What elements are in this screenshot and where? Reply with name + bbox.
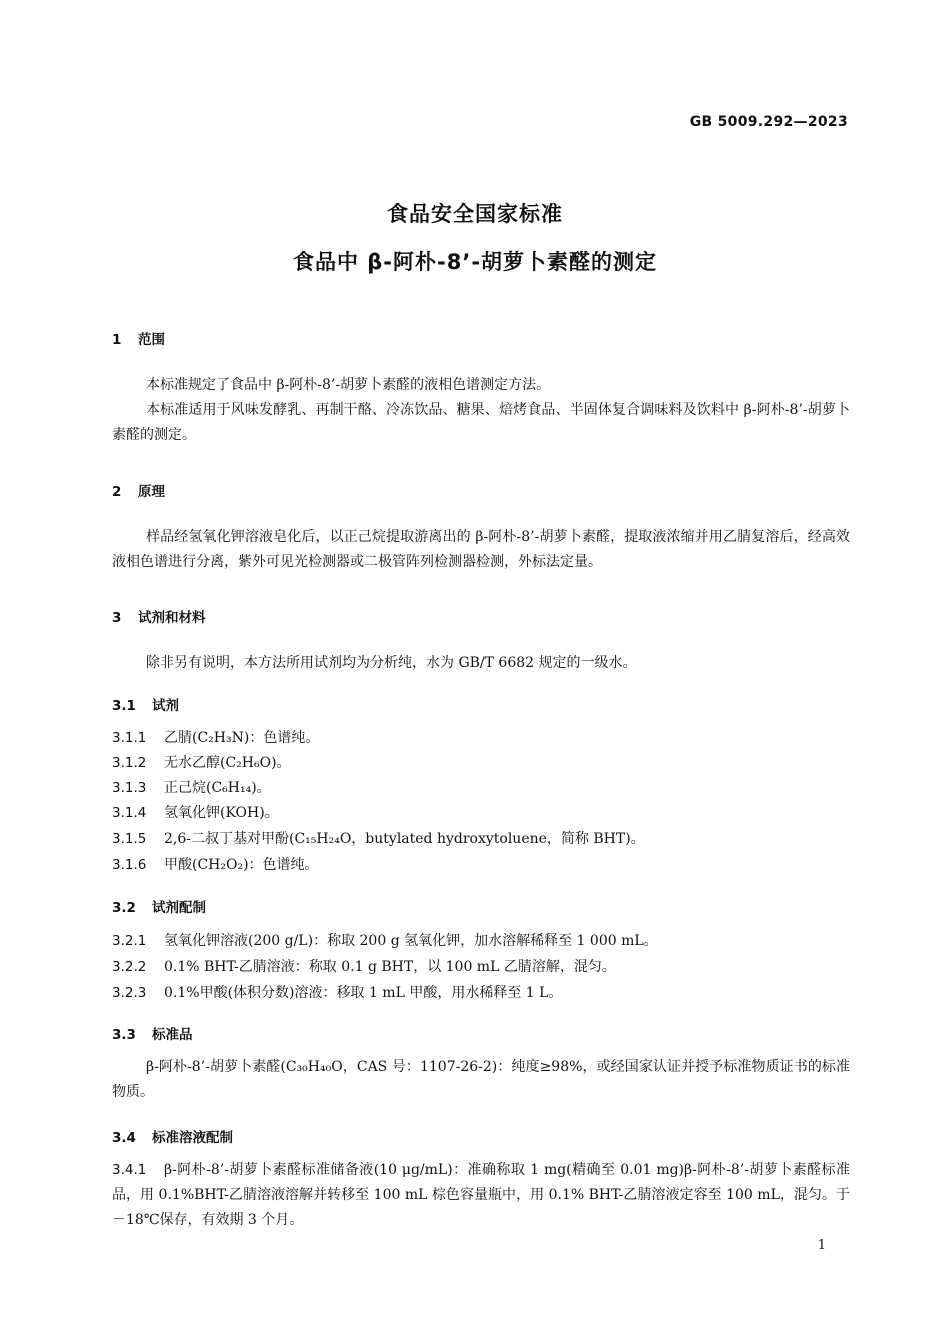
section-2-paragraph-1: 样品经氢氧化钾溶液皂化后，以正己烷提取游离出的 β-阿朴-8’-胡萝卜素醛，提取液浓缩并用乙腈复溶后，经高效液相色谱进行分离，紫外可见光检测器或二极管阵列检测器检测，外标法定量。	[112, 529, 850, 570]
item-number: 3.1.4	[112, 805, 147, 821]
list-item	[112, 801, 850, 826]
section-number: 1	[112, 332, 122, 348]
item-number: 3.2.1	[112, 933, 147, 949]
section-number: 3	[112, 610, 122, 626]
section-title: 原理	[138, 484, 165, 500]
item-text: 正己烷(C₆H₁₄)。	[164, 780, 271, 796]
item-number: 3.2.3	[112, 985, 147, 1001]
item-number: 3.1.3	[112, 780, 147, 796]
subsection-title: 试剂配制	[152, 900, 206, 916]
item-text: 无水乙醇(C₂H₆O)。	[164, 755, 291, 771]
list-item	[112, 776, 850, 801]
item-number: 3.2.2	[112, 959, 147, 975]
item-number: 3.4.1	[112, 1162, 147, 1178]
subsection-title: 标准品	[152, 1027, 193, 1043]
standard-code: GB 5009.292—2023	[689, 114, 848, 130]
item-text: 氢氧化钾溶液(200 g/L)：称取 200 g 氢氧化钾，加水溶解稀释至 1 000 mL。	[164, 933, 658, 949]
section-title: 试剂和材料	[138, 610, 206, 626]
list-item	[112, 929, 850, 954]
subsection-3-1-heading	[112, 694, 179, 714]
subsection-number: 3.3	[112, 1027, 136, 1043]
subsection-3-3-paragraph: β-阿朴-8’-胡萝卜素醛(C₃₀H₄₀O，CAS 号：1107-26-2)：纯度≥98%，或经国家认证并授予标准物质证书的标准物质。	[112, 1059, 850, 1100]
section-3-paragraph-1: 除非另有说明，本方法所用试剂均为分析纯，水为 GB/T 6682 规定的一级水。	[146, 655, 637, 671]
section-1-paragraph-2: 本标准适用于风味发酵乳、再制干酪、冷冻饮品、糖果、焙烤食品、半固体复合调味料及饮料中 β-阿朴-8’-胡萝卜素醛的测定。	[112, 402, 850, 443]
section-3-heading	[112, 606, 206, 626]
subsection-3-2-heading	[112, 896, 206, 916]
document-title-sub: 食品中 β-阿朴-8’-胡萝卜素醛的测定	[292, 250, 658, 274]
page-number: 1	[817, 1238, 826, 1253]
item-number: 3.1.1	[112, 730, 147, 746]
subsection-number: 3.4	[112, 1130, 136, 1146]
list-item	[112, 981, 850, 1006]
item-text: 2,6-二叔丁基对甲酚(C₁₅H₂₄O，butylated hydroxytoluene，简称 BHT)。	[164, 831, 645, 847]
section-1-paragraph-1: 本标准规定了食品中 β-阿朴-8’-胡萝卜素醛的液相色谱测定方法。	[146, 377, 551, 393]
subsection-title: 试剂	[152, 698, 179, 714]
section-2-heading	[112, 480, 165, 500]
item-number: 3.1.2	[112, 755, 147, 771]
document-title-main: 食品安全国家标准	[387, 202, 563, 226]
item-text: 乙腈(C₂H₃N)：色谱纯。	[164, 730, 320, 746]
list-item	[112, 1158, 850, 1233]
item-text: 0.1% BHT-乙腈溶液：称取 0.1 g BHT，以 100 mL 乙腈溶解，混匀。	[164, 959, 616, 975]
list-item	[112, 853, 850, 878]
section-number: 2	[112, 484, 122, 500]
list-item	[112, 955, 850, 980]
item-number: 3.1.6	[112, 857, 147, 873]
list-item	[112, 751, 850, 776]
item-text: 氢氧化钾(KOH)。	[164, 805, 279, 821]
subsection-3-3-heading	[112, 1023, 193, 1043]
item-text: 甲酸(CH₂O₂)：色谱纯。	[164, 857, 319, 873]
item-text: β-阿朴-8’-胡萝卜素醛标准储备液(10 μg/mL)：准确称取 1 mg(精确至 0.01 mg)β-阿朴-8’-胡萝卜素醛标准品，用 0.1%BHT-乙腈溶液溶解并转移至 100 mL 棕色容量瓶中，用 0.1% BHT-乙腈溶液定容至 100 mL，混匀。于－18℃保存，有效期 3 个月。	[112, 1162, 850, 1228]
section-1-heading	[112, 328, 165, 348]
list-item	[112, 726, 850, 751]
item-number: 3.1.5	[112, 831, 147, 847]
subsection-number: 3.1	[112, 698, 136, 714]
subsection-title: 标准溶液配制	[152, 1130, 233, 1146]
list-item	[112, 827, 850, 852]
section-title: 范围	[138, 332, 165, 348]
subsection-number: 3.2	[112, 900, 136, 916]
item-text: 0.1%甲酸(体积分数)溶液：移取 1 mL 甲酸，用水稀释至 1 L。	[164, 985, 563, 1001]
subsection-3-4-heading	[112, 1126, 233, 1146]
